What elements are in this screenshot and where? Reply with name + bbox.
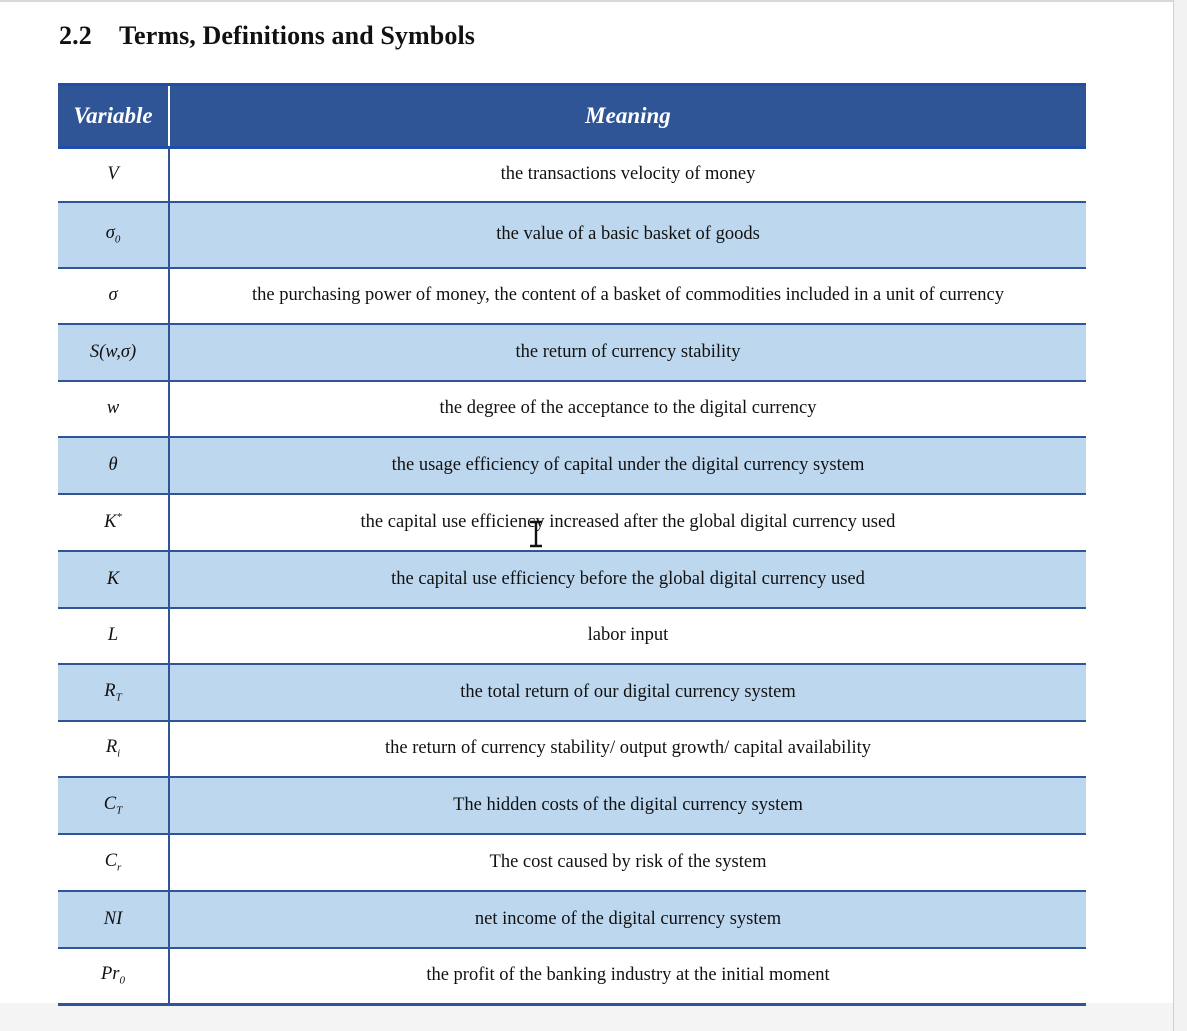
meaning-cell: the return of currency stability bbox=[169, 324, 1086, 381]
variable-cell bbox=[58, 324, 169, 381]
variable-cell bbox=[58, 381, 169, 437]
meaning-cell: the transactions velocity of money bbox=[169, 148, 1086, 202]
meaning-cell: net income of the digital currency system bbox=[169, 891, 1086, 948]
meaning-cell: the value of a basic basket of goods bbox=[169, 202, 1086, 268]
section-number: 2.2 bbox=[59, 21, 92, 50]
variable-cell bbox=[58, 721, 169, 777]
variable-symbol: NI bbox=[103, 908, 123, 929]
symbols-table bbox=[58, 83, 1086, 1006]
table-row bbox=[58, 202, 1086, 268]
table-row bbox=[58, 948, 1086, 1005]
variable-cell bbox=[58, 494, 169, 551]
variable-cell bbox=[58, 551, 169, 608]
variable-subscript: T bbox=[115, 691, 122, 704]
table-row bbox=[58, 664, 1086, 721]
meaning-cell: the return of currency stability/ output growth/ capital availability bbox=[169, 721, 1086, 777]
variable-symbol: σ bbox=[105, 223, 115, 244]
table-row bbox=[58, 891, 1086, 948]
variable-cell bbox=[58, 891, 169, 948]
variable-cell bbox=[58, 608, 169, 664]
meaning-cell: the capital use efficiency increased after the global digital currency used bbox=[169, 494, 1086, 551]
meaning-cell: the degree of the acceptance to the digital currency bbox=[169, 381, 1086, 437]
variable-symbol: S(w,σ) bbox=[89, 341, 137, 362]
table-body bbox=[58, 148, 1086, 1005]
table-row bbox=[58, 721, 1086, 777]
variable-symbol: σ bbox=[108, 285, 118, 305]
section-heading bbox=[59, 21, 475, 51]
variable-subscript: i bbox=[117, 747, 121, 760]
variable-subscript: 0 bbox=[119, 975, 125, 988]
table-row bbox=[58, 324, 1086, 381]
variable-cell bbox=[58, 148, 169, 202]
variable-symbol: R bbox=[104, 680, 116, 701]
text-cursor-icon bbox=[527, 520, 545, 548]
meaning-cell: The cost caused by risk of the system bbox=[169, 834, 1086, 891]
table-row bbox=[58, 268, 1086, 324]
variable-symbol: w bbox=[106, 398, 120, 418]
table-header-row bbox=[58, 85, 1086, 148]
variable-symbol: θ bbox=[108, 454, 118, 475]
variable-subscript: T bbox=[116, 804, 123, 817]
table-row bbox=[58, 608, 1086, 664]
bottom-band bbox=[0, 1003, 1173, 1031]
variable-subscript: 0 bbox=[114, 233, 121, 246]
variable-cell bbox=[58, 664, 169, 721]
table-row bbox=[58, 834, 1086, 891]
header-variable: Variable bbox=[58, 85, 169, 148]
top-rule bbox=[0, 0, 1187, 2]
variable-superscript: * bbox=[116, 510, 122, 523]
header-meaning: Meaning bbox=[169, 85, 1086, 148]
variable-cell bbox=[58, 268, 169, 324]
table-row bbox=[58, 777, 1086, 834]
section-title: Terms, Definitions and Symbols bbox=[119, 21, 475, 50]
variable-symbol: L bbox=[107, 625, 119, 645]
table-row bbox=[58, 551, 1086, 608]
meaning-cell: the total return of our digital currency system bbox=[169, 664, 1086, 721]
variable-symbol: V bbox=[107, 164, 119, 185]
meaning-cell: the capital use efficiency before the global digital currency used bbox=[169, 551, 1086, 608]
meaning-cell: the profit of the banking industry at the initial moment bbox=[169, 948, 1086, 1005]
variable-symbol: K bbox=[106, 568, 120, 589]
variable-cell bbox=[58, 437, 169, 494]
meaning-cell: the purchasing power of money, the content of a basket of commodities included in a unit of currency bbox=[169, 268, 1086, 324]
variable-cell bbox=[58, 834, 169, 891]
variable-cell bbox=[58, 948, 169, 1005]
variable-symbol: R bbox=[105, 737, 118, 758]
meaning-cell: labor input bbox=[169, 608, 1086, 664]
variable-subscript: r bbox=[117, 861, 122, 874]
variable-symbol: Pr bbox=[101, 964, 120, 985]
meaning-cell: the usage efficiency of capital under the digital currency system bbox=[169, 437, 1086, 494]
table-row bbox=[58, 148, 1086, 202]
table-row bbox=[58, 494, 1086, 551]
variable-symbol: C bbox=[104, 850, 118, 871]
variable-cell bbox=[58, 202, 169, 268]
variable-symbol: K bbox=[104, 512, 117, 533]
variable-cell bbox=[58, 777, 169, 834]
table-row bbox=[58, 437, 1086, 494]
table-row bbox=[58, 381, 1086, 437]
variable-symbol: C bbox=[103, 793, 117, 814]
meaning-cell: The hidden costs of the digital currency system bbox=[169, 777, 1086, 834]
page-edge bbox=[1173, 0, 1187, 1031]
